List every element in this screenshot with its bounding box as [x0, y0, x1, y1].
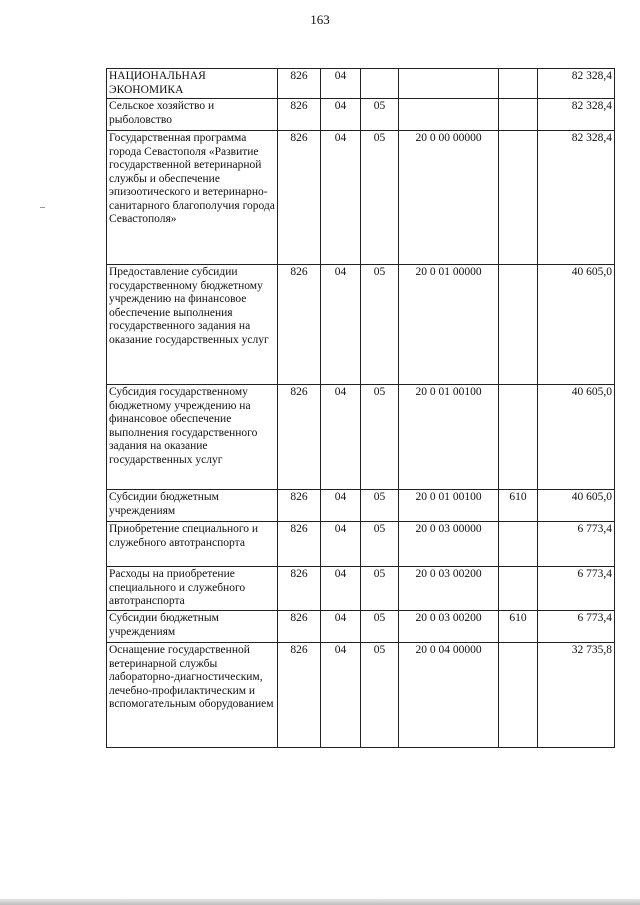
row-rz: 04	[321, 385, 361, 490]
row-pr: 05	[361, 265, 399, 385]
table-row	[107, 611, 615, 643]
row-rz: 04	[321, 69, 361, 99]
row-name: Субсидия государственному бюджетному учреждению на финансовое обеспечение выполнения государственного задания на оказание государственных услуг	[107, 385, 278, 490]
row-rz: 04	[321, 265, 361, 385]
scan-bottom-edge	[0, 899, 640, 905]
row-ved: 826	[278, 567, 321, 611]
row-vr: 610	[499, 490, 538, 522]
row-pr: 05	[361, 567, 399, 611]
row-amount: 82 328,4	[538, 131, 615, 265]
row-pr: 05	[361, 131, 399, 265]
row-vr	[499, 385, 538, 490]
row-ved: 826	[278, 99, 321, 131]
row-rz: 04	[321, 567, 361, 611]
row-csr: 20 0 00 00000	[399, 131, 499, 265]
table-row	[107, 567, 615, 611]
row-amount: 40 605,0	[538, 385, 615, 490]
row-pr: 05	[361, 99, 399, 131]
row-amount: 82 328,4	[538, 99, 615, 131]
row-csr: 20 0 03 00000	[399, 522, 499, 567]
row-ved: 826	[278, 385, 321, 490]
table-row	[107, 522, 615, 567]
table-row	[107, 490, 615, 522]
row-ved: 826	[278, 643, 321, 748]
row-name: Оснащение государственной ветеринарной службы лабораторно-диагностическим, лечебно-профилактическим и вспомогательным оборудованием	[107, 643, 278, 748]
row-amount: 6 773,4	[538, 522, 615, 567]
row-ved: 826	[278, 522, 321, 567]
row-name: Расходы на приобретение специального и служебного автотранспорта	[107, 567, 278, 611]
row-vr	[499, 69, 538, 99]
row-vr	[499, 265, 538, 385]
row-vr: 610	[499, 611, 538, 643]
row-pr: 05	[361, 490, 399, 522]
budget-table	[106, 68, 615, 748]
row-pr: 05	[361, 385, 399, 490]
table-row	[107, 99, 615, 131]
row-vr	[499, 567, 538, 611]
row-ved: 826	[278, 490, 321, 522]
row-rz: 04	[321, 131, 361, 265]
row-vr	[499, 131, 538, 265]
row-name: Сельское хозяйство и рыболовство	[107, 99, 278, 131]
row-csr: 20 0 01 00000	[399, 265, 499, 385]
row-ved: 826	[278, 265, 321, 385]
row-pr: 05	[361, 522, 399, 567]
table-row	[107, 131, 615, 265]
row-ved: 826	[278, 131, 321, 265]
row-csr: 20 0 04 00000	[399, 643, 499, 748]
row-csr: 20 0 03 00200	[399, 611, 499, 643]
row-vr	[499, 643, 538, 748]
table-row	[107, 265, 615, 385]
row-rz: 04	[321, 99, 361, 131]
row-amount: 6 773,4	[538, 611, 615, 643]
row-csr	[399, 69, 499, 99]
table-row	[107, 643, 615, 748]
page-number: 163	[310, 12, 330, 27]
row-name: НАЦИОНАЛЬНАЯ ЭКОНОМИКА	[107, 69, 278, 99]
margin-mark	[40, 207, 45, 208]
row-vr	[499, 522, 538, 567]
row-csr: 20 0 01 00100	[399, 385, 499, 490]
row-name: Субсидии бюджетным учреждениям	[107, 611, 278, 643]
row-ved: 826	[278, 611, 321, 643]
row-rz: 04	[321, 611, 361, 643]
table-row	[107, 69, 615, 99]
row-name: Приобретение специального и служебного автотранспорта	[107, 522, 278, 567]
table-row	[107, 385, 615, 490]
row-amount: 6 773,4	[538, 567, 615, 611]
row-pr: 05	[361, 611, 399, 643]
row-ved: 826	[278, 69, 321, 99]
row-rz: 04	[321, 522, 361, 567]
row-name: Предоставление субсидии государственному бюджетному учреждению на финансовое обеспечение выполнения государственного задания на оказание государственных услуг	[107, 265, 278, 385]
row-name: Государственная программа города Севастополя «Развитие государственной ветеринарной службы и обеспечение эпизоотического и ветеринарно-санитарного благополучия города Севастополя»	[107, 131, 278, 265]
row-pr: 05	[361, 643, 399, 748]
row-pr	[361, 69, 399, 99]
row-name: Субсидии бюджетным учреждениям	[107, 490, 278, 522]
row-csr: 20 0 03 00200	[399, 567, 499, 611]
row-amount: 40 605,0	[538, 490, 615, 522]
row-rz: 04	[321, 643, 361, 748]
row-rz: 04	[321, 490, 361, 522]
row-amount: 40 605,0	[538, 265, 615, 385]
row-csr	[399, 99, 499, 131]
row-amount: 82 328,4	[538, 69, 615, 99]
row-amount: 32 735,8	[538, 643, 615, 748]
row-csr: 20 0 01 00100	[399, 490, 499, 522]
row-vr	[499, 99, 538, 131]
